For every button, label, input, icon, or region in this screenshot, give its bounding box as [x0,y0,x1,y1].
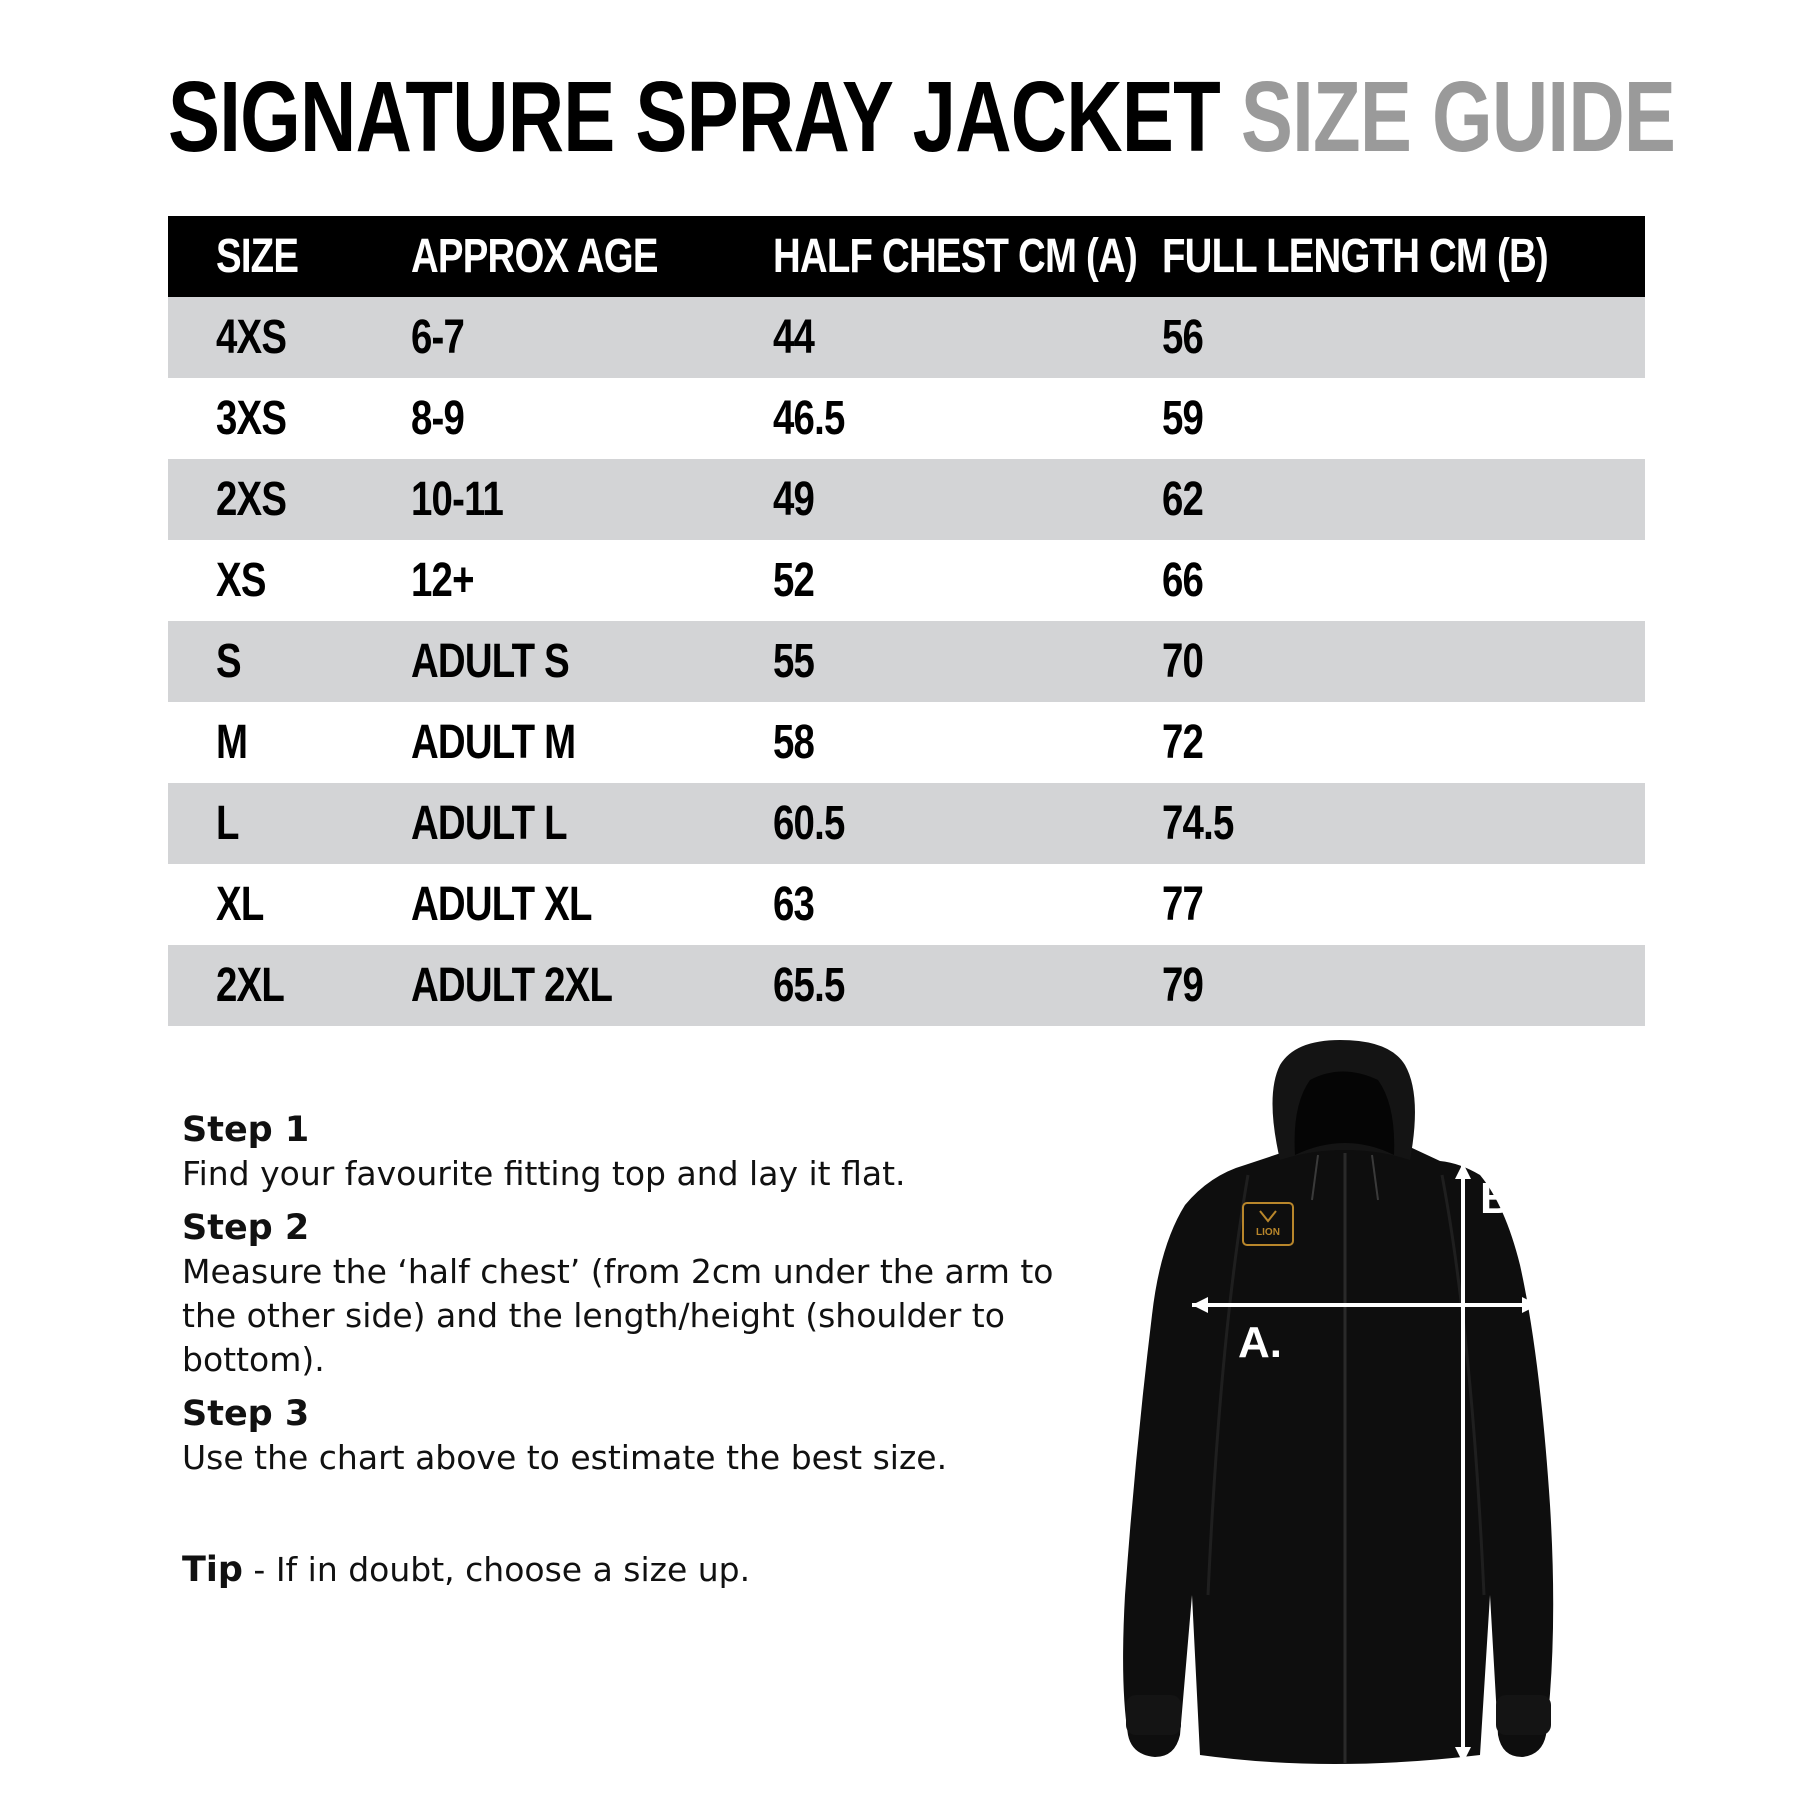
step-1-text: Find your favourite fitting top and lay it flat. [182,1154,906,1193]
cell-half-chest: 55 [773,621,1162,702]
title-accent: SIZE GUIDE [1240,61,1676,173]
cell-full-length: 74.5 [1162,783,1645,864]
cell-half-chest: 58 [773,702,1162,783]
cell-age: 8-9 [411,378,773,459]
table-row [168,945,1645,1026]
cell-half-chest: 63 [773,864,1162,945]
table-row [168,378,1645,459]
cell-full-length: 59 [1162,378,1645,459]
page-title [168,62,1675,172]
tip-text: - If in doubt, choose a size up. [242,1550,751,1589]
label-a: A. [1238,1318,1282,1367]
step-1-heading: Step 1 [182,1110,310,1150]
jacket-illustration [1123,1040,1553,1764]
cell-half-chest: 44 [773,297,1162,378]
size-table [168,216,1645,1026]
table-row [168,702,1645,783]
cell-half-chest: 60.5 [773,783,1162,864]
cell-full-length: 77 [1162,864,1645,945]
cell-age: ADULT 2XL [411,945,773,1026]
tip-label: Tip [182,1550,243,1590]
step-2-text: Measure the ‘half chest’ (from 2cm under the arm to the other side) and the length/height (shoulder to bottom). [182,1252,1054,1379]
table-row [168,783,1645,864]
cell-full-length: 70 [1162,621,1645,702]
header-half-chest: HALF CHEST CM (A) [773,216,1162,297]
cell-size: M [168,702,411,783]
cell-full-length: 56 [1162,297,1645,378]
label-b: B. [1480,1174,1524,1223]
table-row [168,297,1645,378]
table-row [168,459,1645,540]
cell-age: 12+ [411,540,773,621]
cell-half-chest: 65.5 [773,945,1162,1026]
table-header-row [168,216,1645,297]
cell-size: L [168,783,411,864]
cell-size: 2XS [168,459,411,540]
header-size: SIZE [168,216,411,297]
tip [182,1548,1062,1592]
cell-size: 3XS [168,378,411,459]
cell-age: ADULT S [411,621,773,702]
logo-text: LION [1256,1227,1280,1238]
step-3-text: Use the chart above to estimate the best size. [182,1438,948,1477]
cell-size: XS [168,540,411,621]
title-main: SIGNATURE SPRAY JACKET [168,61,1220,173]
cell-age: ADULT M [411,702,773,783]
table-row [168,864,1645,945]
jacket-body [1123,1140,1553,1764]
cell-full-length: 72 [1162,702,1645,783]
cell-full-length: 66 [1162,540,1645,621]
cell-size: 4XS [168,297,411,378]
cell-full-length: 79 [1162,945,1645,1026]
cell-half-chest: 52 [773,540,1162,621]
cell-size: XL [168,864,411,945]
step-3-heading: Step 3 [182,1394,310,1434]
cell-size: S [168,621,411,702]
header-approx-age: APPROX AGE [411,216,773,297]
cell-half-chest: 46.5 [773,378,1162,459]
cell-full-length: 62 [1162,459,1645,540]
cell-size: 2XL [168,945,411,1026]
cell-half-chest: 49 [773,459,1162,540]
cell-age: ADULT XL [411,864,773,945]
measuring-instructions [182,1108,1062,1592]
step-2-heading: Step 2 [182,1208,310,1248]
table-row [168,621,1645,702]
table-row [168,540,1645,621]
cell-age: 6-7 [411,297,773,378]
jacket-measurement-diagram [1080,1035,1650,1775]
cell-age: 10-11 [411,459,773,540]
cell-age: ADULT L [411,783,773,864]
header-full-length: FULL LENGTH CM (B) [1162,216,1645,297]
